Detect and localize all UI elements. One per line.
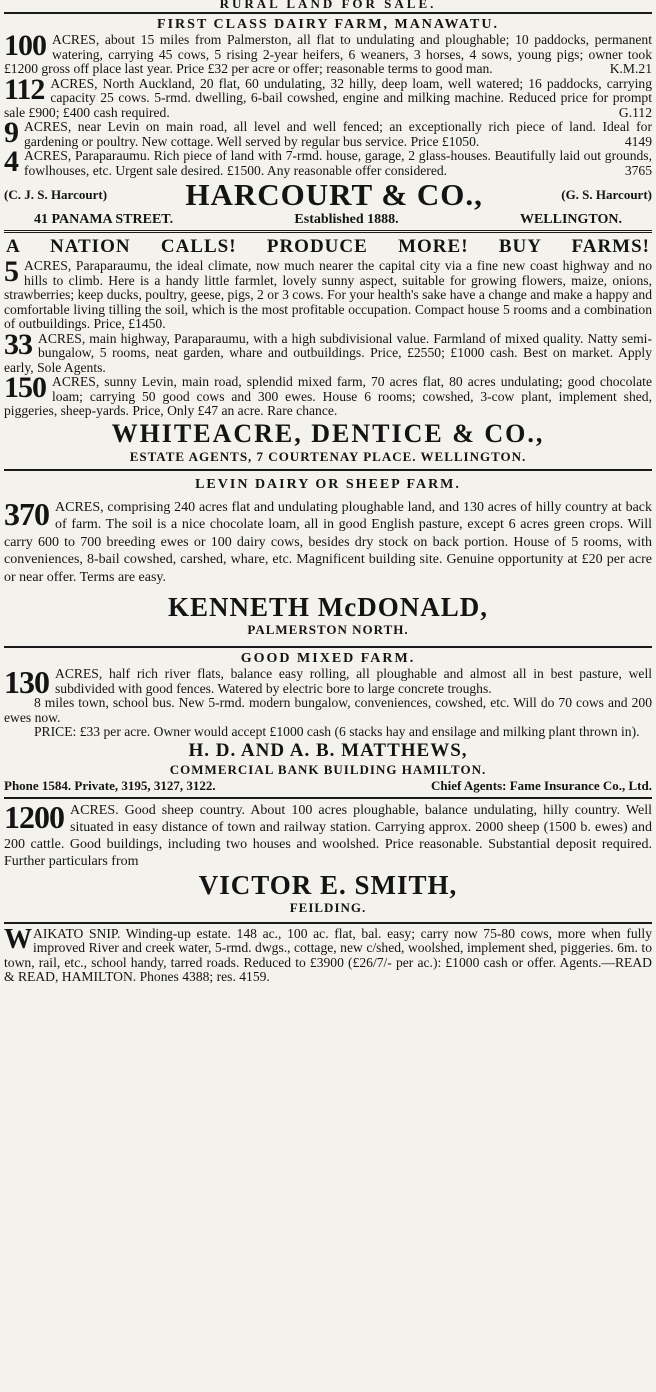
whiteacre-ad	[4, 233, 652, 465]
partner-right: (G. S. Harcourt)	[561, 187, 652, 202]
harcourt-address-row	[4, 212, 652, 230]
read-ad	[4, 924, 652, 985]
smith-ad	[4, 799, 652, 916]
listing-text: ACRES, North Auckland, 20 flat, 60 undulating, 32 hilly, deep loam, well watered; 16 paddocks, carrying capacity 25 cows. 5-rmd. dwelling, 6-bail cowshed, engine and milking machine. Reduced price for prompt sale £900; £400 cash required.	[4, 75, 652, 120]
listing-text: ACRES, comprising 240 acres flat and undulating ploughable land, and 130 acres of hilly country at back of farm. The soil is a nice chocolate loam, all in good English pasture, except 6 acres green crops. Will carry 600 to 700 breeding ewes or 100 dairy cows, besides dry stock on back portion. House of 5 rooms, with conveniences, 8-bail cowshed, carshed, whare, etc. Magnificent building site. Genuine opportunity at £20 per acre or near offer. Terms are easy.	[4, 499, 652, 585]
listing-150-acres	[4, 371, 652, 419]
harcourt-ad	[4, 17, 652, 230]
mcdonald-heading: LEVIN DAIRY OR SHEEP FARM.	[195, 476, 461, 492]
chief-agents: Chief Agents: Fame Insurance Co., Ltd.	[431, 777, 652, 793]
listing-4-acres	[4, 145, 652, 178]
listing-number: 4	[4, 145, 18, 178]
matthews-ad	[4, 648, 652, 794]
listing-33-acres	[4, 327, 652, 376]
listing-100-acres	[4, 29, 652, 77]
listing-112-acres	[4, 72, 652, 121]
listing-number: 150	[4, 371, 46, 404]
listing-price: PRICE: £33 per acre. Owner would accept £1000 cash (6 stacks hay and ensilage and milking plant thrown in).	[34, 724, 640, 739]
agent-city: WELLINGTON.	[519, 212, 622, 227]
agent-address: 41 PANAMA STREET.	[34, 212, 174, 227]
matthews-phone-row	[4, 778, 652, 794]
agent-city: FEILDING.	[289, 899, 367, 915]
listing-number: 1200	[4, 798, 64, 835]
listing-number: 130	[4, 664, 49, 700]
agent-name: H. D. AND A. B. MATTHEWS,	[188, 739, 468, 761]
listing-text: ACRES, about 15 miles from Palmerston, all flat to undulating and ploughable; 10 paddocks, permanent watering, carrying 45 cows, 5 rising 2-year heifers, 6 weaners, 3 horses, 4 sows, young pigs; owner took £1200 gross off place last year. Price £32 per acre or offer; reasonable terms to good man.	[4, 32, 652, 76]
listing-number: 5	[4, 255, 18, 288]
agent-address: COMMERCIAL BANK BUILDING HAMILTON.	[169, 761, 487, 777]
listing-ref: G.112	[618, 104, 652, 120]
listing-9-acres	[4, 116, 652, 149]
listing-number: 112	[4, 72, 45, 106]
listing-130-acres	[4, 664, 652, 740]
listing-number: 100	[4, 29, 46, 62]
agent-name: VICTOR E. SMITH,	[198, 869, 458, 900]
page-header: RURAL LAND FOR SALE.	[219, 0, 437, 11]
listing-number: 370	[4, 495, 49, 532]
listing-text: ACRES, Paraparaumu, the ideal climate, now much nearer the capital city via a fine new coast highway and no hills to climb. Here is a handy little farmlet, lovely sunny aspect, suitable for growing flowers, maize, onions, strawberries; keep ducks, poultry, geese, pigs, 2 or 3 cows. For your health's sake have a change and make a happy and comfortable living tilling the soil, which is the most profitable occupation. Compact house 5 rooms and a combination of outbuildings. Price, £1450.	[4, 258, 652, 331]
listing-waikato-snip	[4, 923, 652, 985]
established: Established 1888.	[294, 212, 399, 227]
listing-number: 9	[4, 116, 18, 149]
listing-ref: 4149	[624, 133, 652, 149]
agent-address: ESTATE AGENTS, 7 COURTENAY PLACE. WELLINGTON.	[129, 448, 527, 464]
listing-text: ACRES, Paraparaumu. Rich piece of land with 7-rmd. house, garage, 2 glass-houses. Beautifully laid out grounds, fowlhouses, etc. Urgent sale desired. £1500. Any reasonable offer considered.	[24, 148, 652, 178]
partner-left: (C. J. S. Harcourt)	[4, 187, 108, 202]
agent-city: PALMERSTON NORTH.	[247, 622, 409, 637]
agent-name: HARCOURT & CO.,	[185, 177, 483, 212]
mcdonald-ad	[4, 471, 652, 639]
harcourt-signature	[4, 178, 652, 212]
listing-1200-acres	[4, 798, 652, 870]
matthews-heading: GOOD MIXED FARM.	[240, 651, 416, 666]
whiteacre-heading: A NATION CALLS! PRODUCE MORE! BUY FARMS!	[6, 236, 650, 257]
listing-text: ACRES, near Levin on main road, all level and well fenced; an exceptionally rich piece of land. Ideal for gardening or poultry. New cottage. Well served by regular bus service. Price £1050.	[24, 119, 652, 149]
listing-370-acres	[4, 495, 652, 587]
listing-text: ACRES. Good sheep country. About 100 acres ploughable, balance undulating, hilly country. Well situated in easy distance of town and railway station. Carrying approx. 2000 sheep (1500 b. ewes) and 200 cattle. Good buildings, including two houses and woolshed. Price reasonable. Substantial deposit required. Further particulars from	[4, 802, 652, 869]
listing-text: ACRES, half rich river flats, balance easy rolling, all ploughable and almost all in best pasture, well subdivided with good fences. Watered by electric bore to large concrete troughs.	[55, 666, 652, 696]
listing-text: ACRES, sunny Levin, main road, splendid mixed farm, 70 acres flat, 80 acres undulating; good chocolate loam; carrying 50 good cows and 300 ewes. House 6 rooms; cowshed, 3-cow plant, implement shed, piggeries, sheep-yards. Price, Only £47 an acre. Rare chance.	[4, 374, 652, 418]
listing-5-acres	[4, 255, 652, 332]
agent-phones: Phone 1584. Private, 3195, 3127, 3122.	[4, 777, 216, 793]
listing-number: 33	[4, 327, 32, 361]
agent-name: KENNETH McDONALD,	[168, 592, 488, 622]
listing-ref: K.M.21	[609, 61, 652, 76]
listing-ref: 3765	[624, 162, 652, 178]
harcourt-heading: FIRST CLASS DAIRY FARM, MANAWATU.	[157, 17, 499, 32]
listing-text: AIKATO SNIP. Winding-up estate. 148 ac., 100 ac. flat, bal. easy; carry now 75-80 cows, more when fully improved River and creek water, 5-rmd. dwgs., cottage, new c/shed, woolshed, implement shed, piggeries. 6m. to town, rail, etc., school handy, tarred roads. Reduced to £3900 (£26/7/- per ac.): £1000 cash or offer. Agents.—READ & READ, HAMILTON. Phones 4388; res. 4159.	[4, 925, 652, 984]
listing-text: ACRES, main highway, Paraparaumu, with a high subdivisional value. Farmland of mixed quality. Natty semi-bungalow, 5 rooms, neat garden, whare and outbuildings. Price, £2550; £1000 cash. Best on market. Apply early, Sole Agents.	[4, 330, 652, 375]
divider	[4, 12, 652, 14]
listing-text-2: 8 miles town, school bus. New 5-rmd. modern bungalow, conveniences, cowshed, etc. Will do 70 cows and 200 ewes now.	[4, 695, 652, 725]
agent-name: WHITEACRE, DENTICE & CO.,	[111, 418, 545, 448]
drop-initial: W	[4, 923, 31, 955]
